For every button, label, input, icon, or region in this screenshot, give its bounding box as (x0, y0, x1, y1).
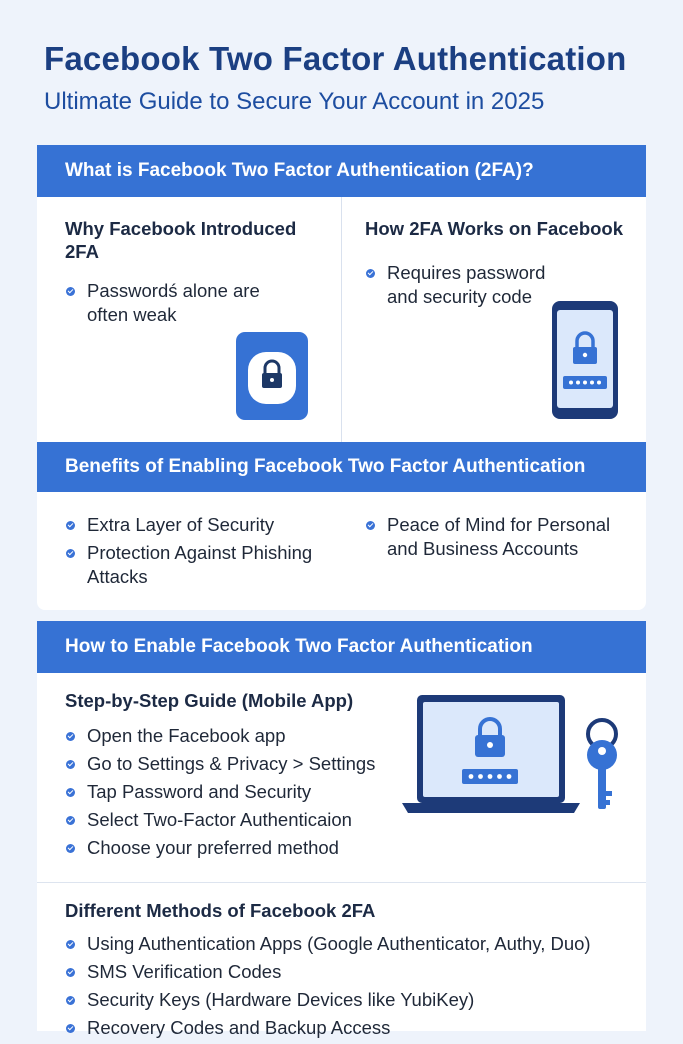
smartphone-lock-icon (551, 300, 619, 425)
what-is-2fa-heading: What is Facebook Two Factor Authentication (2FA)? (37, 145, 646, 197)
page-title: Facebook Two Factor Authentication (44, 40, 627, 77)
list-item: Tap Password and Security (65, 780, 425, 804)
methods-title: Different Methods of Facebook 2FA (65, 900, 376, 921)
check-circle-icon (66, 788, 75, 797)
check-circle-icon (366, 521, 375, 530)
list-item: Passwordś alone are often weak (65, 279, 295, 327)
list-item: Protection Against Phishing Attacks (65, 541, 335, 589)
step-guide-title: Step-by-Step Guide (Mobile App) (65, 690, 354, 711)
list-item: Extra Layer of Security (65, 513, 335, 537)
section-divider (37, 882, 646, 883)
list-item: Recovery Codes and Backup Access (65, 1016, 635, 1040)
page-subtitle: Ultimate Guide to Secure Your Account in 2025 (44, 88, 545, 115)
check-circle-icon (66, 760, 75, 769)
padlock-icon (236, 332, 308, 425)
overview-card (37, 145, 646, 610)
laptop-lock-icon (400, 693, 582, 822)
column-divider (341, 197, 342, 442)
how-works-list (365, 261, 565, 313)
benefits-list-right (365, 513, 635, 565)
list-item: Security Keys (Hardware Devices like YubiKey) (65, 988, 635, 1012)
step-guide-list (65, 724, 425, 864)
how-works-title: How 2FA Works on Facebook (365, 218, 624, 239)
check-circle-icon (366, 269, 375, 278)
check-circle-icon (66, 287, 75, 296)
list-item: Select Two-Factor Authenticaion (65, 808, 425, 832)
check-circle-icon (66, 732, 75, 741)
check-circle-icon (66, 1024, 75, 1033)
why-introduced-title: Why Facebook Introduced 2FA (65, 218, 297, 262)
check-circle-icon (66, 816, 75, 825)
list-item: Using Authentication Apps (Google Authenticator, Authy, Duo) (65, 932, 635, 956)
list-item: SMS Verification Codes (65, 960, 635, 984)
list-item: Peace of Mind for Personal and Business Accounts (365, 513, 635, 561)
list-item: Open the Facebook app (65, 724, 425, 748)
check-circle-icon (66, 549, 75, 558)
enable-2fa-heading: How to Enable Facebook Two Factor Authentication (37, 621, 646, 673)
enable-card (37, 621, 646, 1038)
list-item: Choose your preferred method (65, 836, 425, 860)
list-item: Go to Settings & Privacy > Settings (65, 752, 425, 776)
check-circle-icon (66, 968, 75, 977)
check-circle-icon (66, 844, 75, 853)
check-circle-icon (66, 996, 75, 1005)
why-introduced-list (65, 279, 295, 331)
list-item: Requires password and security code (365, 261, 565, 309)
key-icon (582, 717, 626, 822)
methods-list (65, 932, 635, 1044)
check-circle-icon (66, 940, 75, 949)
benefits-list-left (65, 513, 335, 593)
check-circle-icon (66, 521, 75, 530)
benefits-heading: Benefits of Enabling Facebook Two Factor Authentication (37, 442, 646, 492)
